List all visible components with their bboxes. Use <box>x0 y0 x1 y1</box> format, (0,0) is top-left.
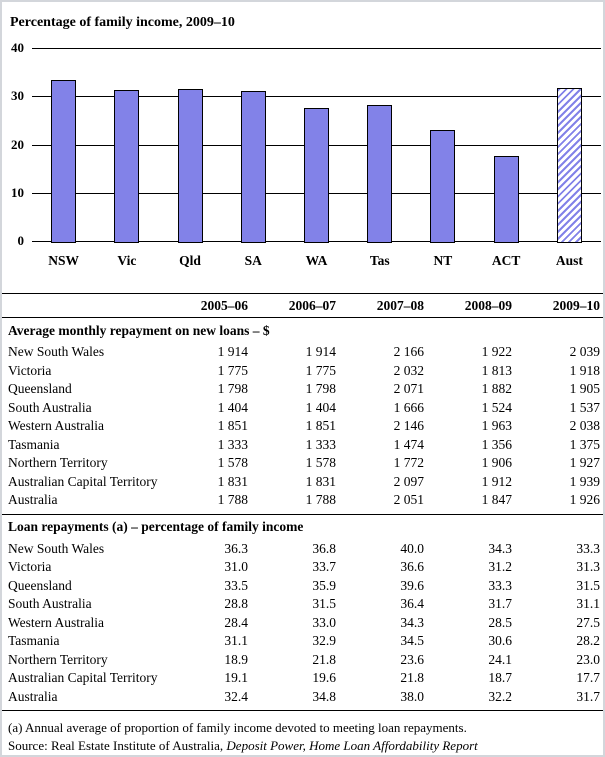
footnotes <box>2 711 603 755</box>
cell-value: 1 926 <box>569 492 600 507</box>
cell-value: 31.3 <box>576 559 600 574</box>
cell-value: 21.8 <box>400 670 424 685</box>
cell-value: 1 798 <box>217 381 248 396</box>
x-tick-label: Aust <box>555 253 583 268</box>
cell-value: 2 097 <box>393 473 424 489</box>
cell-value: 24.1 <box>488 651 512 667</box>
cell-value: 1 474 <box>393 436 424 452</box>
table-row <box>2 614 603 633</box>
cell-value: 33.7 <box>312 559 336 574</box>
cell-value: 1 578 <box>305 455 336 470</box>
row-label: Northern Territory <box>8 651 108 667</box>
table-row <box>2 362 603 381</box>
cell-value: 1 788 <box>305 492 336 507</box>
cell-value: 1 963 <box>481 418 512 433</box>
table-row <box>2 688 603 707</box>
cell-value: 2 032 <box>393 362 424 378</box>
cell-value: 1 772 <box>393 455 424 470</box>
table-section <box>2 515 603 707</box>
table-row <box>2 558 603 577</box>
x-tick-label: ACT <box>491 253 521 268</box>
table-row <box>2 632 603 651</box>
cell-value: 2 039 <box>569 344 600 359</box>
cell-value: 28.5 <box>488 614 512 630</box>
cell-value: 1 882 <box>481 381 512 396</box>
table-row <box>2 473 603 492</box>
cell-value: 33.5 <box>224 577 248 593</box>
cell-value: 30.6 <box>488 633 512 648</box>
cell-value: 32.4 <box>224 688 248 704</box>
data-table <box>2 293 603 755</box>
table-row <box>2 540 603 559</box>
x-tick-label: Vic <box>117 253 137 268</box>
cell-value: 34.3 <box>488 540 512 556</box>
table-row <box>2 577 603 596</box>
y-tick-label: 40 <box>11 40 24 55</box>
cell-value: 23.6 <box>400 651 424 667</box>
cell-value: 1 851 <box>305 418 336 433</box>
cell-value: 2 146 <box>393 418 424 433</box>
cell-value: 1 524 <box>481 399 512 415</box>
row-label: New South Wales <box>8 344 105 359</box>
cell-value: 32.9 <box>312 633 336 648</box>
cell-value: 31.7 <box>576 688 600 704</box>
table-row <box>2 651 603 670</box>
row-label: Australian Capital Territory <box>8 473 158 489</box>
source-title: Deposit Power, Home Loan Affordability Report <box>226 738 478 753</box>
cell-value: 2 038 <box>569 418 600 433</box>
row-label: Queensland <box>8 381 72 396</box>
table-row <box>2 669 603 688</box>
table-row <box>2 595 603 614</box>
section-title: Loan repayments (a) – percentage of family income <box>8 519 304 534</box>
row-label: Tasmania <box>8 436 60 452</box>
cell-value: 1 666 <box>393 399 424 415</box>
source-prefix: Source: Real Estate Institute of Australia, <box>8 738 227 753</box>
cell-value: 1 939 <box>569 473 600 489</box>
cell-value: 1 798 <box>305 381 336 396</box>
cell-value: 31.5 <box>576 577 600 593</box>
cell-value: 31.1 <box>576 596 600 611</box>
cell-value: 1 813 <box>481 362 512 378</box>
year-column-header: 2006–07 <box>288 297 336 313</box>
cell-value: 19.1 <box>224 670 248 685</box>
cell-value: 36.3 <box>224 540 248 556</box>
cell-value: 1 375 <box>569 436 600 452</box>
cell-value: 1 831 <box>305 473 336 489</box>
cell-value: 1 788 <box>217 492 248 507</box>
year-column-header: 2005–06 <box>200 297 248 313</box>
cell-value: 33.0 <box>312 614 336 630</box>
bar-chart <box>2 2 603 292</box>
cell-value: 36.6 <box>400 559 424 574</box>
cell-value: 31.5 <box>312 596 336 611</box>
cell-value: 1 775 <box>217 362 248 378</box>
cell-value: 18.9 <box>224 651 248 667</box>
cell-value: 34.3 <box>400 614 424 630</box>
year-column-header: 2008–09 <box>464 297 512 313</box>
row-label: Western Australia <box>8 614 105 630</box>
row-label: Victoria <box>8 362 52 378</box>
cell-value: 21.8 <box>312 651 336 667</box>
cell-value: 1 918 <box>569 362 600 378</box>
cell-value: 35.9 <box>312 577 336 593</box>
cell-value: 23.0 <box>576 651 600 667</box>
source-line <box>8 737 597 755</box>
y-tick-label: 10 <box>11 184 24 200</box>
cell-value: 34.5 <box>400 633 424 648</box>
cell-value: 31.2 <box>488 559 512 574</box>
table-row <box>2 343 603 362</box>
cell-value: 28.8 <box>224 596 248 611</box>
cell-value: 31.7 <box>488 596 512 611</box>
cell-value: 34.8 <box>312 688 336 704</box>
cell-value: 2 071 <box>393 381 424 396</box>
y-tick-label: 0 <box>17 233 24 248</box>
x-tick-label: Qld <box>179 253 201 268</box>
row-label: South Australia <box>8 596 92 611</box>
cell-value: 1 922 <box>481 344 512 359</box>
cell-value: 38.0 <box>400 688 424 704</box>
cell-value: 36.4 <box>400 596 424 611</box>
bar-vic <box>114 90 139 243</box>
cell-value: 1 333 <box>217 436 248 452</box>
row-label: Tasmania <box>8 633 60 648</box>
cell-value: 2 051 <box>393 492 424 507</box>
cell-value: 1 914 <box>217 344 248 359</box>
cell-value: 1 906 <box>481 455 512 470</box>
table-row <box>2 380 603 399</box>
cell-value: 1 927 <box>569 455 600 470</box>
row-label: Australia <box>8 688 58 704</box>
cell-value: 1 847 <box>481 492 512 507</box>
cell-value: 1 404 <box>217 399 248 415</box>
cell-value: 1 333 <box>305 436 336 452</box>
x-tick-label: NSW <box>48 253 79 268</box>
cell-value: 1 537 <box>569 399 600 415</box>
cell-value: 1 912 <box>481 473 512 489</box>
bar-aust-hatched <box>557 88 582 243</box>
cell-value: 39.6 <box>400 577 424 593</box>
cell-value: 31.1 <box>224 633 248 648</box>
x-tick-label: WA <box>305 253 328 268</box>
table-row <box>2 491 603 510</box>
cell-value: 1 578 <box>217 455 248 470</box>
y-tick-label: 20 <box>11 136 24 152</box>
x-tick-label: SA <box>244 253 262 268</box>
year-column-header: 2007–08 <box>376 297 424 313</box>
x-tick-label: NT <box>433 253 453 268</box>
bar-wa <box>304 108 329 243</box>
y-tick-label: 30 <box>11 88 24 104</box>
bar-nsw <box>51 80 76 243</box>
table-row <box>2 436 603 455</box>
row-label: South Australia <box>8 399 92 415</box>
bar-qld <box>178 89 203 243</box>
table-row <box>2 417 603 436</box>
cell-value: 31.0 <box>224 559 248 574</box>
cell-value: 33.3 <box>488 577 512 593</box>
footnote-a: (a) Annual average of proportion of family income devoted to meeting loan repayments. <box>8 720 467 735</box>
cell-value: 32.2 <box>488 688 512 704</box>
chart-title: Percentage of family income, 2009–10 <box>10 15 235 30</box>
cell-value: 1 356 <box>481 436 512 452</box>
row-label: Western Australia <box>8 418 105 433</box>
cell-value: 36.8 <box>312 540 336 556</box>
gridline-40 <box>32 48 601 49</box>
cell-value: 33.3 <box>576 540 600 556</box>
table-section <box>2 318 603 510</box>
cell-value: 27.5 <box>576 614 600 630</box>
bar-sa <box>241 91 266 243</box>
cell-value: 1 775 <box>305 362 336 378</box>
cell-value: 2 166 <box>393 344 424 359</box>
cell-value: 1 851 <box>217 418 248 433</box>
cell-value: 28.4 <box>224 614 248 630</box>
cell-value: 17.7 <box>576 670 600 685</box>
cell-value: 40.0 <box>400 540 424 556</box>
row-label: New South Wales <box>8 540 105 556</box>
x-tick-label: Tas <box>369 253 390 268</box>
row-label: Northern Territory <box>8 455 108 470</box>
bar-act <box>494 156 519 243</box>
table-header-row <box>2 294 603 317</box>
row-label: Queensland <box>8 577 72 593</box>
cell-value: 1 831 <box>217 473 248 489</box>
cell-value: 1 914 <box>305 344 336 359</box>
row-label: Australia <box>8 492 58 507</box>
table-sections <box>2 318 603 711</box>
table-row <box>2 454 603 473</box>
bar-nt <box>430 130 455 243</box>
cell-value: 18.7 <box>488 670 512 685</box>
year-column-header: 2009–10 <box>552 297 600 313</box>
table-row <box>2 399 603 418</box>
cell-value: 19.6 <box>312 670 336 685</box>
section-title: Average monthly repayment on new loans – $ <box>8 322 270 338</box>
cell-value: 1 905 <box>569 381 600 396</box>
cell-value: 28.2 <box>576 633 600 648</box>
bar-tas <box>367 105 392 243</box>
row-label: Australian Capital Territory <box>8 670 158 685</box>
row-label: Victoria <box>8 559 52 574</box>
cell-value: 1 404 <box>305 399 336 415</box>
